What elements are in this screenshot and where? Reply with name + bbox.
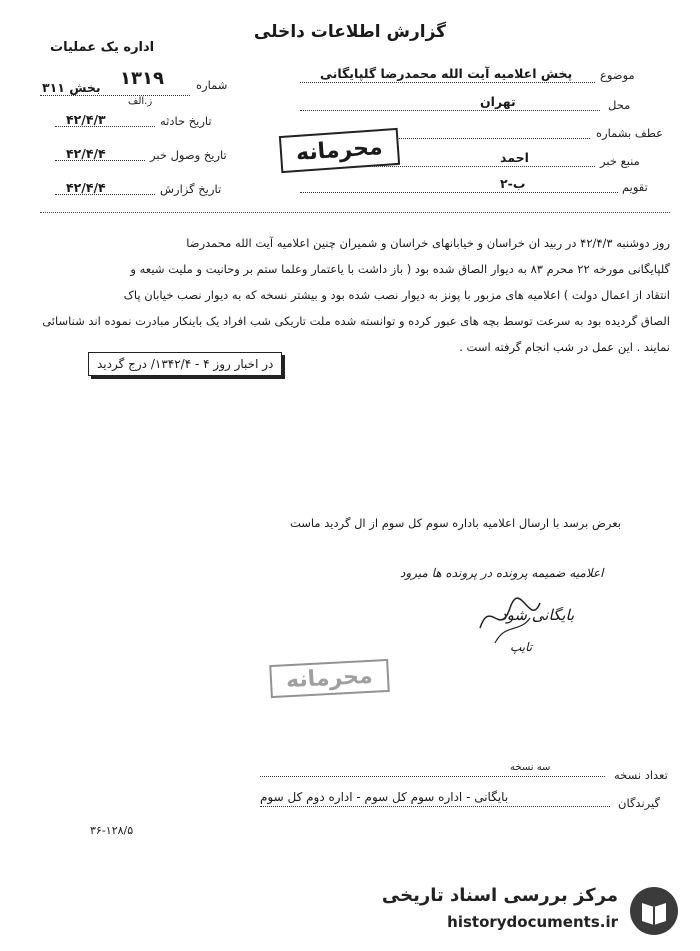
office-name: اداره یک عملیات — [50, 40, 155, 55]
receipt-date-line — [55, 160, 145, 161]
assessment-label: تقویم — [622, 180, 648, 194]
receipt-date-label: تاریخ وصول خبر — [150, 148, 227, 162]
copies-label: تعداد نسخه — [614, 768, 668, 782]
incident-date: ۴۲/۴/۳ — [66, 112, 106, 127]
logo-name: مرکز بررسی اسناد تاریخی — [381, 885, 618, 906]
location-value: تهران — [480, 94, 516, 109]
recipients-line — [260, 806, 610, 807]
subject-line — [300, 82, 595, 83]
reference-label: عطف بشماره — [596, 126, 664, 140]
archive-note: در اخبار روز ۴ - ۱۳۴۲/۴/ درج گردید — [88, 352, 282, 376]
report-title: گزارش اطلاعات داخلی — [253, 22, 447, 42]
copies-line — [260, 776, 605, 777]
recipients-value: بایگانی - اداره سوم کل سوم - اداره دوم کل سوم — [260, 790, 509, 804]
archive-logo — [381, 883, 680, 941]
report-body-line-1: روز دوشنبه ۴۲/۴/۳ در ربید ان خراسان و خیابانهای خراسان و شمیران چنین اعلامیه آیت الله محمدرضا — [186, 236, 670, 250]
closing-note: بعرض برسد با ارسال اعلامیه باداره سوم کل سوم از ال گردید ماست — [290, 516, 621, 530]
copies-value: سه نسخه — [510, 762, 551, 773]
incident-date-line — [55, 126, 155, 127]
receipt-date: ۴۲/۴/۴ — [66, 146, 106, 161]
number-underline — [40, 95, 190, 96]
source-value: احمد — [500, 150, 529, 165]
footer-code: ۳۶-۱۲۸/۵ — [90, 824, 134, 837]
confidential-stamp-bottom: محرمانه — [269, 659, 389, 698]
report-date: ۴۲/۴/۴ — [66, 180, 106, 195]
header-divider — [40, 212, 670, 213]
number-value: ۱۳۱۹ — [120, 68, 164, 89]
assessment-value: ب-۲ — [500, 176, 526, 191]
report-date-line — [55, 194, 155, 195]
recipients-label: گیرندگان — [618, 796, 660, 810]
incident-date-label: تاریخ حادثه — [160, 114, 212, 128]
subject-label: موضوع — [600, 68, 635, 82]
location-label: محل — [608, 98, 631, 112]
location-line — [300, 110, 600, 111]
subject-value: پخش اعلامیه آیت الله محمدرضا گلپایگانی — [320, 66, 573, 81]
source-label: منبع خبر — [600, 154, 640, 168]
logo-site: historydocuments.ir — [447, 913, 618, 931]
report-date-label: تاریخ گزارش — [160, 182, 222, 196]
signature-scribble — [470, 588, 550, 648]
report-body-line-4: الصاق گردیده بود به سرعت توسط بچه های عبور کرده و توانسته شده ملت تاریکی شب افراد یک باینکار مبادرت نموده اند شناسائی — [42, 314, 670, 328]
assessment-line — [300, 192, 618, 193]
confidential-stamp-top: محرمانه — [279, 128, 400, 173]
report-body-line-3: انتقاد از اعمال دولت ) اعلامیه های مزبور با پونز به دیوار نصب شده بود و بیشتر نسخه که به دیوار نصب خیابان پاک — [123, 288, 670, 302]
handwritten-line-2: بایگانی شود — [500, 606, 575, 624]
book-logo-icon — [628, 885, 680, 937]
handwritten-line-1: اعلامیه ضمیمه پرونده در پرونده ها میرود — [400, 566, 604, 580]
section-code: بخش ۳۱۱ — [42, 80, 101, 95]
sub-code: ز.الف — [128, 96, 153, 107]
report-body-line-2: گلپایگانی مورخه ۲۲ محرم ۸۳ به دیوار الصاق شده بود ( باز داشت با یاعتمار وعلما ستم بر وحانیت و ملیت شیعه و — [130, 262, 670, 276]
report-body-line-5: نمایند . این عمل در شب انجام گرفته است . — [459, 340, 670, 354]
number-label: شماره — [196, 78, 228, 92]
handwritten-line-3: تایپ — [510, 640, 533, 654]
